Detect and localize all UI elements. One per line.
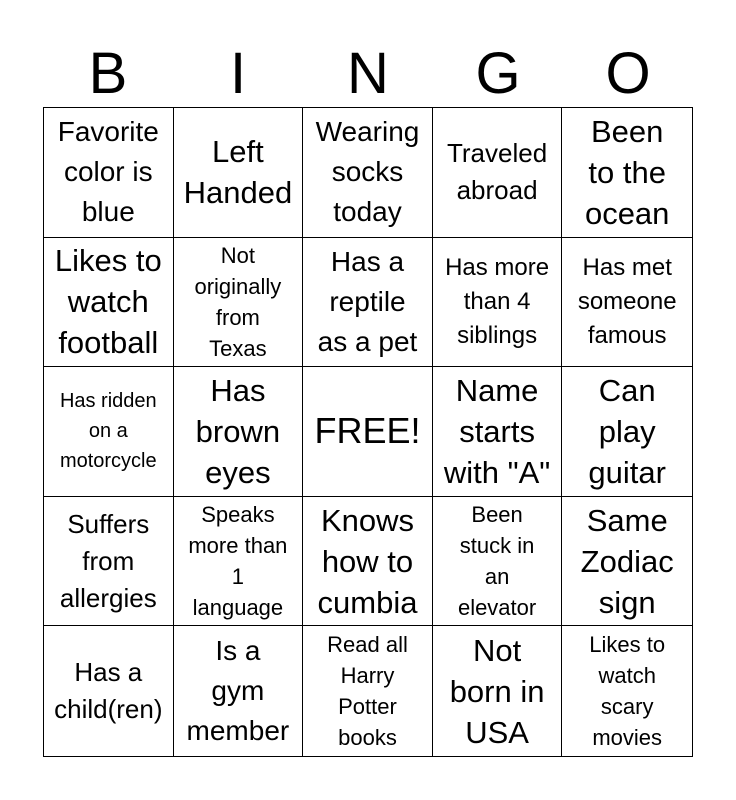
bingo-cell[interactable] xyxy=(174,497,304,627)
bingo-cell[interactable] xyxy=(44,626,174,756)
header-letter-o: O xyxy=(605,41,651,106)
cell-text: Can play guitar xyxy=(588,372,666,490)
cell-text: Been stuck in an elevator xyxy=(457,502,537,621)
bingo-cell[interactable] xyxy=(303,626,433,756)
bingo-cell[interactable] xyxy=(44,367,174,497)
cell-text: Likes to watch football xyxy=(54,243,162,361)
bingo-cell[interactable] xyxy=(303,497,433,627)
cell-text: Same Zodiac sign xyxy=(580,502,674,620)
bingo-cell[interactable] xyxy=(562,626,692,756)
bingo-cell[interactable] xyxy=(44,238,174,368)
bingo-cell[interactable] xyxy=(562,497,692,627)
cell-text: Favorite color is blue xyxy=(57,116,159,228)
bingo-header xyxy=(43,40,693,108)
cell-text: Traveled abroad xyxy=(446,138,548,206)
cell-text: Wearing socks today xyxy=(315,116,420,228)
cell-text: Has a child(ren) xyxy=(54,657,163,725)
cell-text: Has met someone famous xyxy=(577,253,677,349)
header-letter-n: N xyxy=(347,41,389,106)
cell-text: Speaks more than 1 language xyxy=(188,502,288,621)
cell-text: Name starts with "A" xyxy=(443,372,551,490)
bingo-cell[interactable] xyxy=(174,626,304,756)
bingo-cell[interactable] xyxy=(562,108,692,238)
free-space-text: FREE! xyxy=(314,410,421,452)
header-letter-b: B xyxy=(88,41,128,106)
cell-text: Left Handed xyxy=(183,134,293,211)
cell-text: Has a reptile as a pet xyxy=(317,245,418,357)
bingo-cell[interactable] xyxy=(562,367,692,497)
bingo-cell[interactable] xyxy=(44,108,174,238)
bingo-cell[interactable] xyxy=(433,367,563,497)
cell-text: Suffers from allergies xyxy=(59,508,157,613)
bingo-cell[interactable] xyxy=(174,238,304,368)
cell-text: Been to the ocean xyxy=(584,113,670,231)
bingo-card xyxy=(43,107,693,757)
cell-text: Not born in USA xyxy=(449,632,545,750)
cell-text: Has more than 4 siblings xyxy=(445,253,550,349)
bingo-cell[interactable] xyxy=(303,108,433,238)
cell-text: Likes to watch scary movies xyxy=(589,632,666,751)
bingo-cell[interactable] xyxy=(174,367,304,497)
free-space[interactable] xyxy=(303,367,433,497)
bingo-cell[interactable] xyxy=(433,238,563,368)
cell-text: Has brown eyes xyxy=(195,372,281,490)
bingo-cell[interactable] xyxy=(433,626,563,756)
bingo-cell[interactable] xyxy=(44,497,174,627)
cell-text: Is a gym member xyxy=(186,635,290,747)
bingo-cell[interactable] xyxy=(433,108,563,238)
cell-text: Knows how to cumbia xyxy=(317,502,418,620)
bingo-cell[interactable] xyxy=(174,108,304,238)
header-letter-i: I xyxy=(229,41,247,106)
cell-text: Has ridden on a motorcycle xyxy=(59,390,157,473)
bingo-cell[interactable] xyxy=(433,497,563,627)
bingo-cell[interactable] xyxy=(562,238,692,368)
cell-text: Not originally from Texas xyxy=(194,242,282,361)
bingo-cell[interactable] xyxy=(303,238,433,368)
cell-text: Read all Harry Potter books xyxy=(327,632,408,751)
header-letter-g: G xyxy=(475,41,521,106)
